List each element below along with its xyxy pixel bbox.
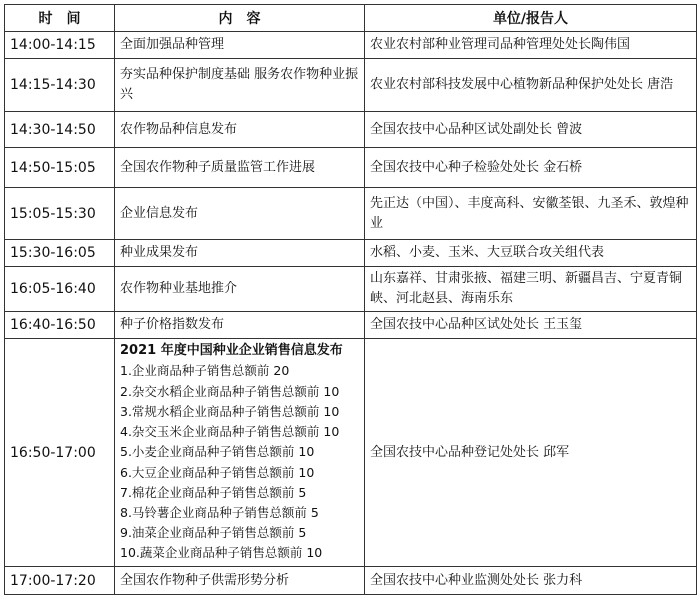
table-row <box>5 59 697 112</box>
sales-ranking-list <box>120 361 359 563</box>
row-speaker: 先正达（中国）、丰度高科、安徽荃银、九圣禾、敦煌种业 <box>365 188 697 240</box>
list-item: 4.杂交玉米企业商品种子销售总额前 10 <box>120 424 340 440</box>
row-time: 14:30-14:50 <box>5 112 115 148</box>
row-content: 种子价格指数发布 <box>115 312 365 339</box>
list-item: 2.杂交水稻企业商品种子销售总额前 10 <box>120 383 340 399</box>
row-speaker: 农业农村部科技发展中心植物新品种保护处处长 唐浩 <box>365 59 697 112</box>
table-row <box>5 188 697 240</box>
row-content: 夯实品种保护制度基础 服务农作物种业振兴 <box>115 59 365 112</box>
row-speaker: 全国农技中心品种区试处副处长 曾波 <box>365 112 697 148</box>
sales-info-cell <box>115 339 365 567</box>
row-speaker: 全国农技中心种子检验处处长 金石桥 <box>365 148 697 188</box>
row-speaker: 水稻、小麦、玉米、大豆联合攻关组代表 <box>365 240 697 267</box>
row-time: 14:00-14:15 <box>5 32 115 59</box>
row-speaker: 全国农技中心种业监测处处长 张力科 <box>365 567 697 595</box>
header-speaker: 单位/报告人 <box>365 5 697 32</box>
row-time: 16:05-16:40 <box>5 267 115 312</box>
row-time: 17:00-17:20 <box>5 567 115 595</box>
row-content: 全面加强品种管理 <box>115 32 365 59</box>
row-content: 企业信息发布 <box>115 188 365 240</box>
header-row <box>5 5 697 32</box>
table-row <box>5 112 697 148</box>
row-time: 14:50-15:05 <box>5 148 115 188</box>
table-row <box>5 148 697 188</box>
table-row <box>5 32 697 59</box>
row-content: 农作物种业基地推介 <box>115 267 365 312</box>
list-item: 5.小麦企业商品种子销售总额前 10 <box>120 444 315 460</box>
table-row <box>5 267 697 312</box>
row-content: 全国农作物种子质量监管工作进展 <box>115 148 365 188</box>
list-item: 10.蔬菜企业商品种子销售总额前 10 <box>120 545 323 561</box>
row-content: 种业成果发布 <box>115 240 365 267</box>
list-item: 6.大豆企业商品种子销售总额前 10 <box>120 464 315 480</box>
list-item: 8.马铃薯企业商品种子销售总额前 5 <box>120 504 319 520</box>
table-row <box>5 240 697 267</box>
row-time: 15:05-15:30 <box>5 188 115 240</box>
row-content: 农作物品种信息发布 <box>115 112 365 148</box>
row-speaker: 全国农技中心品种区试处处长 王玉玺 <box>365 312 697 339</box>
row-time: 16:50-17:00 <box>5 339 115 567</box>
row-speaker: 全国农技中心品种登记处处长 邱军 <box>365 339 697 567</box>
sales-info-title: 2021 年度中国种业企业销售信息发布 <box>120 343 343 359</box>
header-time: 时 间 <box>5 5 115 32</box>
list-item: 1.企业商品种子销售总额前 20 <box>120 363 290 379</box>
sales-info-row <box>5 339 697 567</box>
row-content: 全国农作物种子供需形势分析 <box>115 567 365 595</box>
list-item: 3.常规水稻企业商品种子销售总额前 10 <box>120 403 340 419</box>
list-item: 7.棉花企业商品种子销售总额前 5 <box>120 484 307 500</box>
row-time: 14:15-14:30 <box>5 59 115 112</box>
row-speaker: 农业农村部种业管理司品种管理处处长陶伟国 <box>365 32 697 59</box>
row-time: 15:30-16:05 <box>5 240 115 267</box>
header-content: 内 容 <box>115 5 365 32</box>
list-item: 9.油菜企业商品种子销售总额前 5 <box>120 525 307 541</box>
row-time: 16:40-16:50 <box>5 312 115 339</box>
agenda-table <box>4 4 697 595</box>
row-speaker: 山东嘉祥、甘肃张掖、福建三明、新疆昌吉、宁夏青铜峡、河北赵县、海南乐东 <box>365 267 697 312</box>
table-row <box>5 312 697 339</box>
table-row <box>5 567 697 595</box>
